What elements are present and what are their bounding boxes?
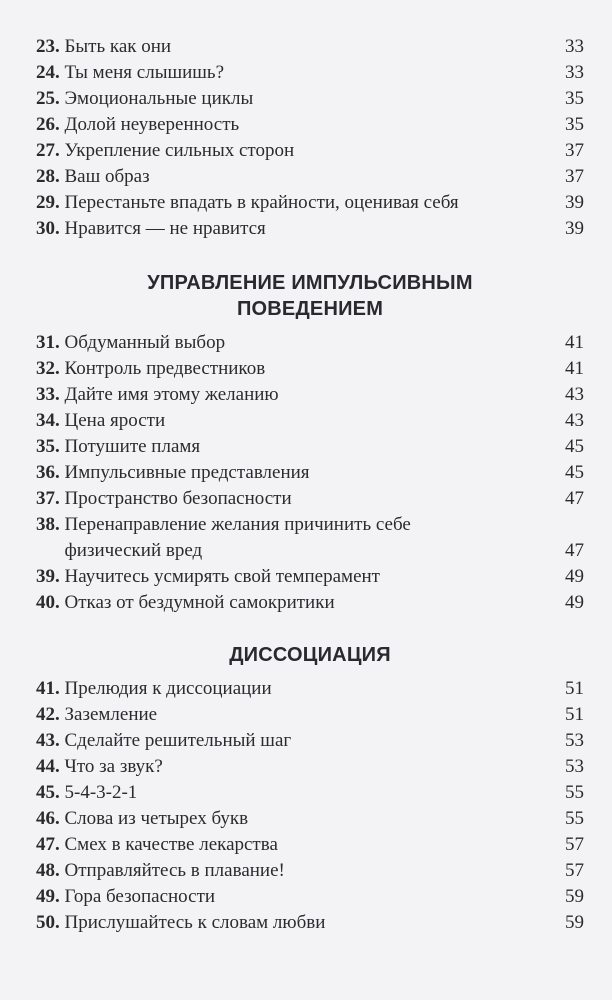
toc-entry[interactable] [36, 34, 584, 60]
entry-page-number: 51 [565, 678, 584, 699]
entry-number: 47. [36, 834, 60, 855]
entry-page-number: 37 [565, 166, 584, 187]
entry-number: 45. [36, 782, 60, 803]
entry-page-number: 57 [565, 834, 584, 855]
toc-entry[interactable] [36, 86, 584, 112]
section-heading [36, 270, 584, 322]
entry-page-number: 41 [565, 358, 584, 379]
toc-entry[interactable] [36, 590, 584, 616]
entry-number: 41. [36, 678, 60, 699]
entry-title: Контроль предвестников [64, 358, 266, 379]
entry-number: 30. [36, 218, 60, 239]
toc-entry[interactable] [36, 728, 584, 754]
entry-title: Нравится — не нравится [64, 218, 266, 239]
entry-title: Импульсивные представления [64, 462, 310, 483]
entry-title: Прислушайтесь к словам любви [64, 912, 326, 933]
entry-page-number: 47 [565, 540, 584, 561]
toc-entry[interactable] [36, 806, 584, 832]
section-heading-line: УПРАВЛЕНИЕ ИМПУЛЬСИВНЫМ [147, 272, 473, 294]
entry-number: 35. [36, 436, 60, 457]
toc-entry[interactable] [36, 112, 584, 138]
entry-page-number: 43 [565, 410, 584, 431]
entry-title: Слова из четырех букв [64, 808, 249, 829]
entry-number: 44. [36, 756, 60, 777]
entry-number: 37. [36, 488, 60, 509]
toc-entry[interactable] [36, 910, 584, 936]
entry-title: Отказ от бездумной самокритики [64, 592, 335, 613]
toc-entry[interactable] [36, 512, 584, 564]
toc-section-dissociation [36, 676, 584, 936]
entry-number: 28. [36, 166, 60, 187]
entry-number: 46. [36, 808, 60, 829]
toc-entry[interactable] [36, 858, 584, 884]
toc-entry[interactable] [36, 564, 584, 590]
entry-number: 23. [36, 36, 60, 57]
entry-title: Смех в качестве лекарства [64, 834, 278, 855]
entry-title: Перестаньте впадать в крайности, оценивая себя [64, 192, 459, 213]
entry-page-number: 39 [565, 218, 584, 239]
entry-title: Укрепление сильных сторон [64, 140, 295, 161]
entry-title: Ты меня слышишь? [64, 62, 224, 83]
toc-entry[interactable] [36, 216, 584, 242]
entry-page-number: 53 [565, 756, 584, 777]
entry-title: Научитесь усмирять свой темперамент [64, 566, 380, 587]
entry-number: 24. [36, 62, 60, 83]
toc-entry[interactable] [36, 138, 584, 164]
entry-page-number: 49 [565, 566, 584, 587]
entry-page-number: 45 [565, 462, 584, 483]
entry-page-number: 55 [565, 782, 584, 803]
toc-entry[interactable] [36, 408, 584, 434]
entry-title: Дайте имя этому желанию [64, 384, 279, 405]
entry-title: Быть как они [64, 36, 172, 57]
entry-number: 40. [36, 592, 60, 613]
toc-entry[interactable] [36, 702, 584, 728]
toc-entry[interactable] [36, 190, 584, 216]
toc-entry[interactable] [36, 832, 584, 858]
entry-number: 39. [36, 566, 60, 587]
entry-title: 5-4-3-2-1 [64, 782, 138, 803]
entry-page-number: 59 [565, 912, 584, 933]
toc-entry[interactable] [36, 164, 584, 190]
entry-number: 33. [36, 384, 60, 405]
toc-entry[interactable] [36, 460, 584, 486]
entry-page-number: 59 [565, 886, 584, 907]
toc-entry[interactable] [36, 676, 584, 702]
toc-entry[interactable] [36, 356, 584, 382]
entry-page-number: 33 [565, 62, 584, 83]
entry-title: Гора безопасности [64, 886, 216, 907]
entry-page-number: 53 [565, 730, 584, 751]
entry-number: 29. [36, 192, 60, 213]
entry-number: 38. [36, 514, 60, 535]
entry-title: Отправляйтесь в плавание! [64, 860, 285, 881]
entry-number: 34. [36, 410, 60, 431]
toc-entry[interactable] [36, 330, 584, 356]
entry-title: Обдуманный выбор [64, 332, 226, 353]
toc-entry[interactable] [36, 434, 584, 460]
entry-page-number: 45 [565, 436, 584, 457]
entry-page-number: 49 [565, 592, 584, 613]
toc-entry[interactable] [36, 884, 584, 910]
toc-entry[interactable] [36, 780, 584, 806]
entry-title: Ваш образ [64, 166, 150, 187]
entry-title: Сделайте решительный шаг [64, 730, 292, 751]
toc-entry[interactable] [36, 754, 584, 780]
section-heading [36, 642, 584, 668]
toc-entry[interactable] [36, 486, 584, 512]
entry-page-number: 51 [565, 704, 584, 725]
toc-section-continued [36, 34, 584, 242]
entry-number: 31. [36, 332, 60, 353]
entry-page-number: 39 [565, 192, 584, 213]
entry-page-number: 43 [565, 384, 584, 405]
toc-section-impulsive-behavior [36, 330, 584, 616]
entry-page-number: 47 [565, 488, 584, 509]
entry-number: 50. [36, 912, 60, 933]
section-heading-line: ДИССОЦИАЦИЯ [229, 644, 391, 666]
entry-number: 32. [36, 358, 60, 379]
entry-page-number: 35 [565, 114, 584, 135]
section-heading-line: ПОВЕДЕНИЕМ [236, 298, 384, 320]
entry-title: Что за звук? [64, 756, 163, 777]
entry-title: Долой неуверенность [64, 114, 240, 135]
entry-number: 42. [36, 704, 60, 725]
entry-number: 48. [36, 860, 60, 881]
entry-page-number: 35 [565, 88, 584, 109]
entry-title: Потушите пламя [64, 436, 201, 457]
entry-title: Заземление [64, 704, 158, 725]
entry-title: Пространство безопасности [64, 488, 292, 509]
entry-page-number: 41 [565, 332, 584, 353]
entry-title: Эмоциональные циклы [64, 88, 254, 109]
entry-number: 26. [36, 114, 60, 135]
entry-title: Цена ярости [64, 410, 166, 431]
entry-title: Перенаправление желания причинить себе физический вред [64, 514, 411, 561]
entry-page-number: 57 [565, 860, 584, 881]
entry-number: 25. [36, 88, 60, 109]
toc-entry[interactable] [36, 382, 584, 408]
entry-page-number: 33 [565, 36, 584, 57]
toc-entry[interactable] [36, 60, 584, 86]
entry-page-number: 37 [565, 140, 584, 161]
entry-number: 43. [36, 730, 60, 751]
entry-title: Прелюдия к диссоциации [64, 678, 272, 699]
entry-number: 27. [36, 140, 60, 161]
entry-number: 36. [36, 462, 60, 483]
entry-number: 49. [36, 886, 60, 907]
entry-page-number: 55 [565, 808, 584, 829]
